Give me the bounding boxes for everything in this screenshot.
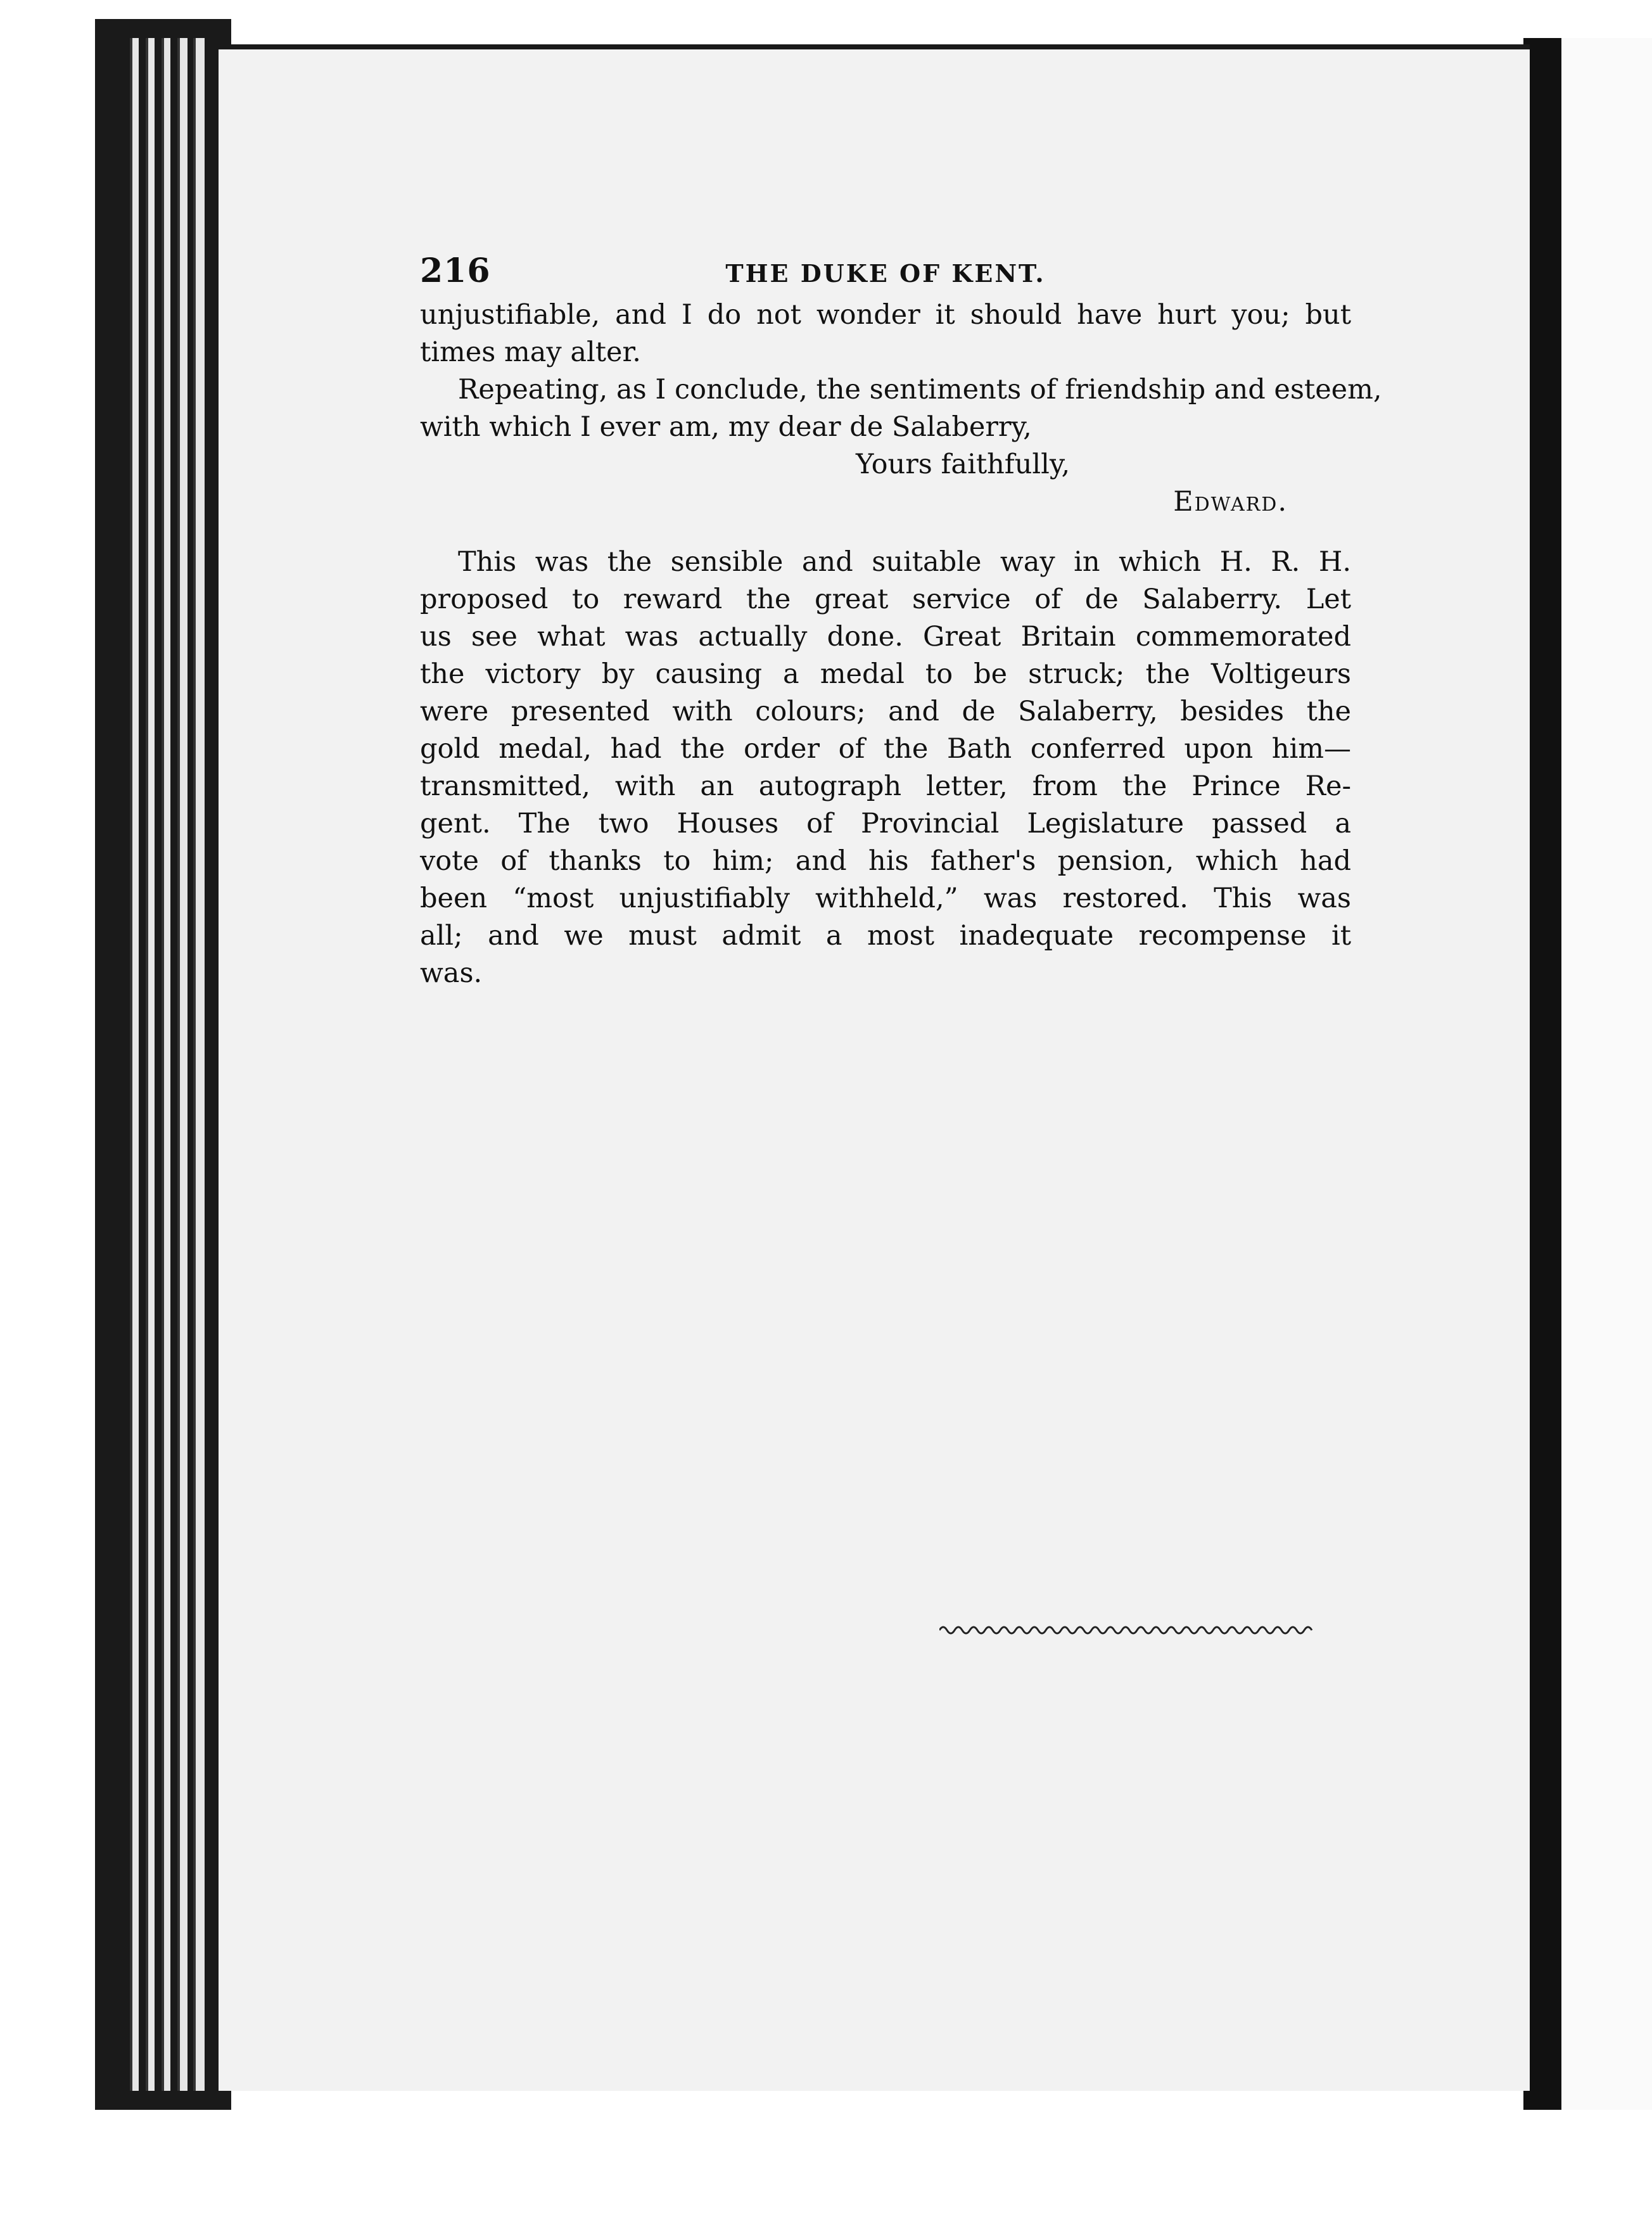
text-line: with which I ever am, my dear de Salaberry, xyxy=(420,411,1032,443)
facing-page-edge xyxy=(1546,38,1652,2110)
text-line: times may alter. xyxy=(420,336,641,368)
page-text xyxy=(420,252,1382,992)
page-leaf-edge xyxy=(146,38,155,2091)
page-leaf-edge xyxy=(193,38,205,2091)
book-page xyxy=(219,44,1530,2091)
text-line: us see what was actually done. Great Britain commemorated xyxy=(420,621,1351,653)
text-line: all; and we must admit a most inadequate recompense it xyxy=(420,920,1351,952)
text-line: were presented with colours; and de Salaberry, besides the xyxy=(420,696,1351,727)
text-line: the victory by causing a medal to be struck; the Voltigeurs xyxy=(420,658,1351,690)
letter-ending xyxy=(420,297,1382,521)
letter-signature: Edward. xyxy=(1173,486,1288,518)
letter-valediction: Yours faithfully, xyxy=(856,449,1071,480)
text-line: vote of thanks to him; and his father's pension, which had xyxy=(420,845,1351,877)
text-line: Repeating, as I conclude, the sentiments of friendship and esteem, xyxy=(458,374,1382,405)
page-number: 216 xyxy=(420,252,491,290)
wavy-rule-ornament xyxy=(939,1621,1313,1640)
text-line: unjustifiable, and I do not wonder it should have hurt you; but xyxy=(420,299,1351,331)
running-title: THE DUKE OF KENT. xyxy=(725,259,1046,288)
page-leaf-edge xyxy=(177,38,187,2091)
text-line: transmitted, with an autograph letter, from the Prince Re- xyxy=(420,770,1351,802)
page-leaf-edge xyxy=(130,38,139,2091)
text-line: gent. The two Houses of Provincial Legislature passed a xyxy=(420,808,1351,839)
text-line: proposed to reward the great service of de Salaberry. Let xyxy=(420,584,1351,615)
running-head xyxy=(420,252,1351,297)
text-line: This was the sensible and suitable way in which H. R. H. xyxy=(458,546,1351,578)
text-line: gold medal, had the order of the Bath conferred upon him— xyxy=(420,733,1351,765)
body-paragraph xyxy=(420,544,1351,992)
text-line: been “most unjustifiably withheld,” was restored. This was xyxy=(420,883,1351,914)
text-line: was. xyxy=(420,957,483,989)
page-leaf-edge xyxy=(162,38,170,2091)
